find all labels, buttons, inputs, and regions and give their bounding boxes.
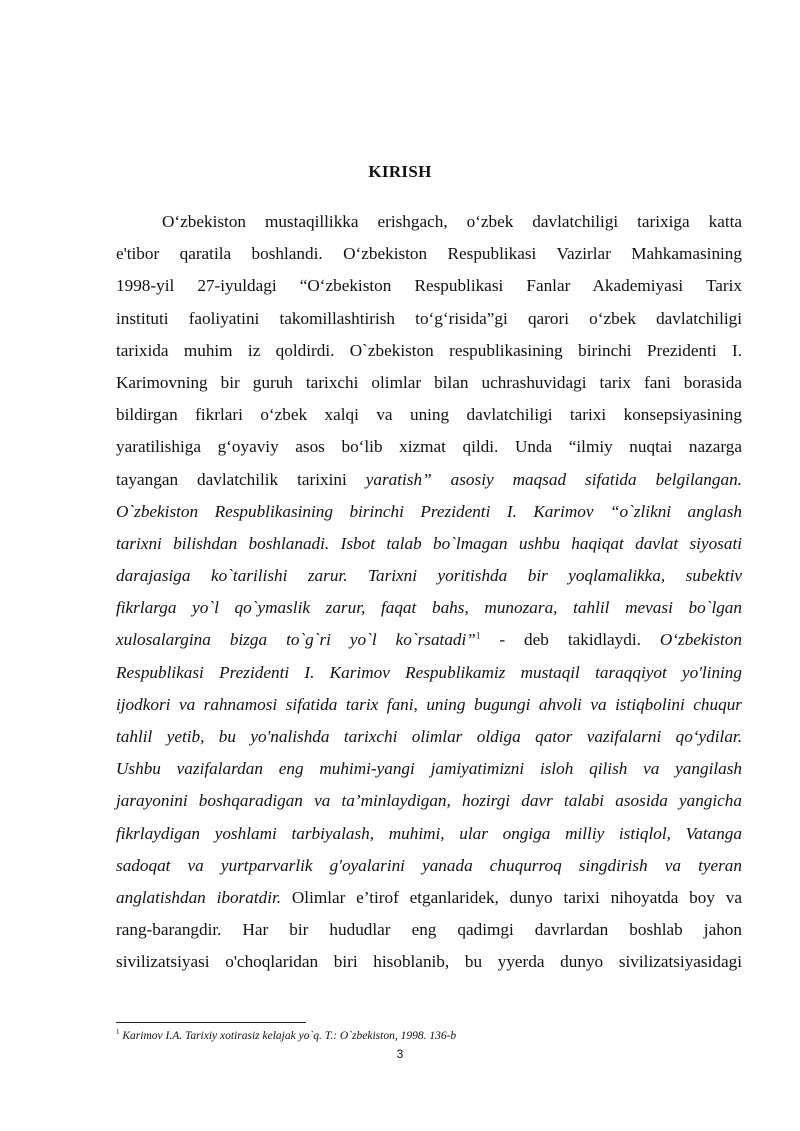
body-text: [116, 206, 742, 979]
text-line: rang-barangdir. Har bir hududlar eng qadimgi davrlardan boshlab jahon: [116, 920, 742, 940]
footnote-number: 1: [116, 1028, 120, 1037]
text-line: O‘zbekiston mustaqillikka erishgach, o‘zbek davlatchiligi tarixiga katta: [162, 212, 742, 231]
text-line: instituti faoliyatini takomillashtirish to‘g‘risida”gi qarori o‘zbek davlatchiligi: [116, 308, 742, 328]
text-line: anglatishdan iboratdir. Olimlar e’tirof etganlaridek, dunyo tarixi nihoyatda boy va: [116, 887, 742, 907]
text-line: darajasiga ko`tarilishi zarur. Tarixni yoritishda bir yoqlamalikka, subektiv: [116, 566, 742, 586]
text-line: sivilizatsiyasi o'choqlaridan biri hisoblanib, bu yyerda dunyo sivilizatsiyasidagi: [116, 952, 742, 972]
text-line: Respublikasi Prezidenti I. Karimov Respublikamiz mustaqil taraqqiyot yo'lining: [116, 662, 742, 682]
footnote-text: Karimov I.A. Tarixiy xotirasiz kelajak yo`q. T.: O`zbekiston, 1998. 136-b: [119, 1030, 457, 1042]
text-line: ijodkori va rahnamosi sifatida tarix fani, uning bugungi ahvoli va istiqbolini chuqur: [116, 694, 742, 714]
text-line: tayangan davlatchilik tarixini yaratish” asosiy maqsad sifatida belgilangan.: [116, 469, 742, 489]
text-line: O`zbekiston Respublikasining birinchi Prezidenti I. Karimov “o`zlikni anglash: [116, 501, 742, 521]
text-line: jarayonini boshqaradigan va ta’minlaydigan, hozirgi davr talabi asosida yangicha: [116, 791, 742, 811]
text-line: fikrlaydigan yoshlami tarbiyalash, muhimi, ular ongiga milliy istiqlol, Vatanga: [116, 823, 742, 843]
footnote-marker[interactable]: 1: [475, 630, 481, 641]
text-line: Karimovning bir guruh tarixchi olimlar bilan uchrashuvidagi tarix fani borasida: [116, 372, 742, 392]
page-number: 3: [396, 1047, 404, 1061]
footnote-divider: [116, 1022, 306, 1023]
text-line: sadoqat va yurtparvarlik g'oyalarini yanada chuqurroq singdirish va tyeran: [116, 855, 742, 875]
text-line: yaratilishiga g‘oyaviy asos bo‘lib xizmat qildi. Unda “ilmiy nuqtai nazarga: [116, 437, 742, 457]
text-line: xulosalargina bizga to`g`ri yo`l ko`rsatadi”$^1$ - deb takidlaydi. O‘zbekiston: [116, 630, 742, 650]
text-line: bildirgan fikrlari o‘zbek xalqi va uning davlatchiligi tarixi konsepsiyasining: [116, 405, 742, 425]
text-line: e'tibor qaratila boshlandi. O‘zbekiston Respublikasi Vazirlar Mahkamasining: [116, 244, 742, 264]
text-line: Ushbu vazifalardan eng muhimi-yangi jamiyatimizni isloh qilish va yangilash: [116, 759, 742, 779]
text-line: fikrlarga yo`l qo`ymaslik zarur, faqat bahs, munozara, tahlil mevasi bo`lgan: [116, 598, 742, 618]
text-line: 1998-yil 27-iyuldagi “O‘zbekiston Respublikasi Fanlar Akademiyasi Tarix: [116, 276, 742, 296]
text-line: tarixida muhim iz qoldirdi. O`zbekiston respublikasining birinchi Prezidenti I.: [116, 340, 742, 360]
footnote: [116, 1030, 742, 1042]
section-heading: KIRISH: [368, 162, 432, 181]
text-line: tarixni bilishdan boshlanadi. Isbot talab bo`lmagan ushbu haqiqat davlat siyosati: [116, 533, 742, 553]
text-line: tahlil yetib, bu yo'nalishda tarixchi olimlar oldiga qator vazifalarni qo‘ydilar.: [116, 727, 742, 746]
